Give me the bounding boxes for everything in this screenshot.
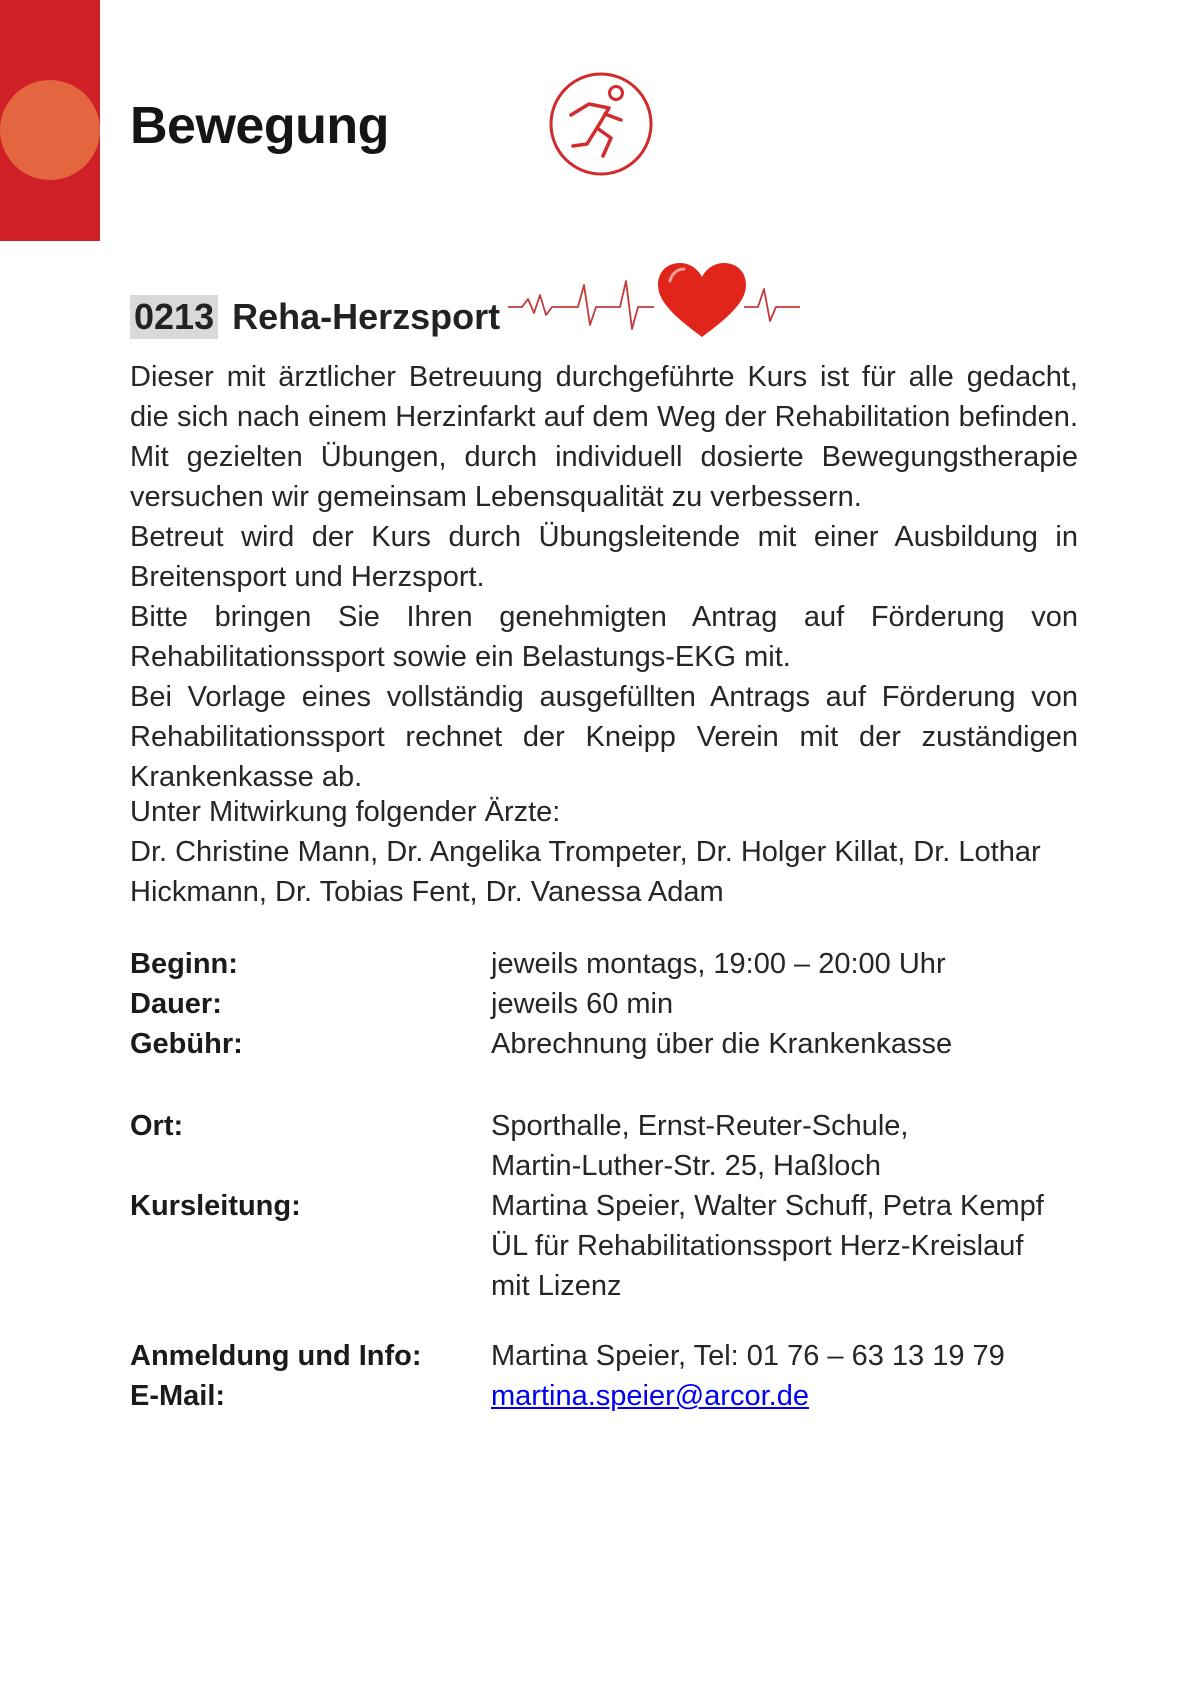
- gebuehr-row: [130, 1024, 1078, 1064]
- kursleitung-line: mit Lizenz: [491, 1270, 622, 1302]
- description-paragraph: Bitte bringen Sie Ihren genehmigten Antrag auf Förderung von Rehabilitationssport sowie ein Belastungs-EKG mit.: [130, 601, 1078, 673]
- doctors-section: [130, 792, 1078, 912]
- kursleitung-line: ÜL für Rehabilitationssport Herz-Kreislauf: [491, 1230, 1024, 1262]
- course-title: Reha-Herzsport: [232, 296, 501, 337]
- location-details: [130, 1106, 1078, 1306]
- ort-line: Sporthalle, Ernst-Reuter-Schule,: [491, 1110, 909, 1142]
- schedule-details: [130, 944, 1078, 1064]
- email-label: E-Mail:: [130, 1380, 226, 1412]
- ort-value: [491, 1106, 1078, 1186]
- ort-line: Martin-Luther-Str. 25, Haßloch: [491, 1150, 882, 1182]
- runner-icon: [547, 70, 655, 178]
- anmeldung-value: Martina Speier, Tel: 01 76 – 63 13 19 79: [491, 1340, 1005, 1372]
- gebuehr-value: Abrechnung über die Krankenkasse: [491, 1028, 953, 1060]
- beginn-row: [130, 944, 1078, 984]
- kursleitung-value: [491, 1186, 1078, 1306]
- heartbeat-heart-icon: [508, 255, 800, 343]
- orange-circle-decoration: [0, 80, 100, 180]
- ort-label: Ort:: [130, 1110, 184, 1142]
- dauer-value: jeweils 60 min: [491, 988, 674, 1020]
- anmeldung-row: [130, 1336, 1078, 1376]
- beginn-label: Beginn:: [130, 948, 238, 980]
- course-heading: [130, 294, 500, 340]
- email-value: [491, 1376, 1078, 1416]
- description-paragraph: Betreut wird der Kurs durch Übungsleitende mit einer Ausbildung in Breitensport und Herzsport.: [130, 521, 1078, 593]
- kursleitung-line: Martina Speier, Walter Schuff, Petra Kempf: [491, 1190, 1044, 1222]
- description-paragraph: Bei Vorlage eines vollständig ausgefüllten Antrags auf Förderung von Rehabilitationssport rechnet der Kneipp Verein mit der zuständigen Krankenkasse ab.: [130, 681, 1078, 793]
- course-description: [130, 357, 1078, 797]
- ort-row: [130, 1106, 1078, 1186]
- beginn-value: jeweils montags, 19:00 – 20:00 Uhr: [491, 948, 946, 980]
- doctors-intro: Unter Mitwirkung folgender Ärzte:: [130, 796, 561, 828]
- section-title: Bewegung: [130, 97, 389, 155]
- gebuehr-label: Gebühr:: [130, 1028, 243, 1060]
- kursleitung-row: [130, 1186, 1078, 1306]
- email-link[interactable]: martina.speier@arcor.de: [491, 1380, 809, 1412]
- kursleitung-label: Kursleitung:: [130, 1190, 301, 1222]
- doctors-list: Dr. Christine Mann, Dr. Angelika Trompeter, Dr. Holger Killat, Dr. Lothar Hickmann, Dr. Tobias Fent, Dr. Vanessa Adam: [130, 836, 1041, 908]
- dauer-row: [130, 984, 1078, 1024]
- email-row: [130, 1376, 1078, 1416]
- description-paragraph: Dieser mit ärztlicher Betreuung durchgeführte Kurs ist für alle gedacht, die sich nach einem Herzinfarkt auf dem Weg der Rehabilitation befinden. Mit gezielten Übungen, durch individuell dosierte Bewegungstherapie versuchen wir gemeinsam Lebensqualität zu verbessern.: [130, 361, 1078, 513]
- anmeldung-label: Anmeldung und Info:: [130, 1340, 422, 1372]
- dauer-label: Dauer:: [130, 988, 222, 1020]
- contact-details: [130, 1336, 1078, 1416]
- course-number: 0213: [130, 295, 218, 339]
